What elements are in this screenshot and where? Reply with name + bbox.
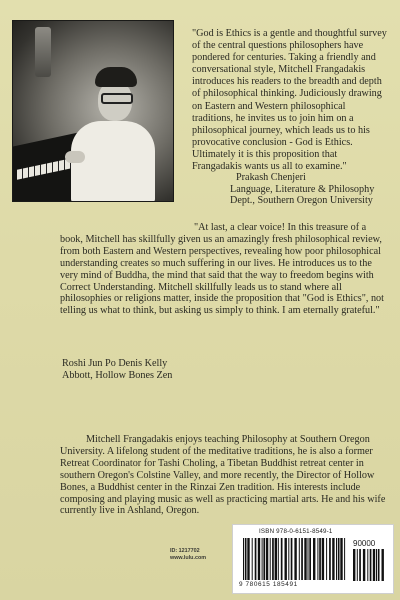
barcode-bar bbox=[376, 549, 377, 581]
quote-2-attribution bbox=[62, 358, 262, 382]
barcode-bar bbox=[338, 538, 340, 580]
barcode-bar bbox=[299, 538, 300, 580]
barcode-bar bbox=[344, 538, 345, 580]
author-bio: Mitchell Frangadakis enjoys teaching Philosophy at Southern Oregon University. A lifelong student of the meditative traditions, he is also a former Retreat Coordinator for Tashi Choling, a Tibetan Buddhist retreat center in southern Oregon's Colstine Valley, and more recently, the Director of Hollow Bones, a Buddhist center in the Rinzai Zen tradition. His interests include composing and playing music as well as practicing martial arts. He and his wife currently live in Ashland, Oregon. bbox=[60, 434, 386, 517]
barcode-bar bbox=[308, 538, 309, 580]
barcode-bar bbox=[255, 538, 257, 580]
barcode-bar bbox=[243, 538, 244, 580]
barcode-box bbox=[232, 524, 394, 594]
quote-2-author: Roshi Jun Po Denis Kelly bbox=[62, 358, 168, 369]
barcode-bar bbox=[329, 538, 331, 580]
barcode-bar bbox=[313, 538, 315, 580]
author-photo bbox=[12, 20, 174, 202]
barcode-bar bbox=[266, 538, 268, 580]
barcode-bar bbox=[319, 538, 321, 580]
barcode-bar bbox=[252, 538, 253, 580]
barcode-bar bbox=[317, 538, 318, 580]
barcode-bar bbox=[373, 549, 375, 581]
barcode-bar bbox=[326, 538, 327, 580]
barcode-bar bbox=[309, 538, 311, 580]
barcode-bar bbox=[382, 549, 384, 581]
barcode-bar bbox=[281, 538, 283, 580]
quote-1-affiliation-2: Dept., Southern Oregon University bbox=[230, 195, 373, 207]
photo-person-shirt bbox=[71, 121, 155, 202]
barcode-bar bbox=[294, 538, 296, 580]
price-barcode bbox=[353, 549, 385, 581]
barcode-bar bbox=[247, 538, 249, 580]
barcode-bar bbox=[262, 538, 263, 580]
barcode-bar bbox=[367, 549, 368, 581]
barcode-bar bbox=[272, 538, 274, 580]
barcode-bar bbox=[285, 538, 287, 580]
barcode-bar bbox=[304, 538, 306, 580]
barcode-bar bbox=[340, 538, 342, 580]
barcode-bar bbox=[258, 538, 260, 580]
quote-2-text: "At last, a clear voice! In this treasure of a book, Mitchell has skillfully given us an amazingly fresh philosophical review, from both Eastern and Western perspectives, revealing how poor philosophical understanding creates so much suffering in our lives. He introduces us to the very mind of Buddha, the mind that said that the way to freedom begins with Correct Understanding. Mitchell skillfully leads us to stand where all philosophies or religions matter, inside the proposition that "God is Ethics", not telling us what to think, but asking us simply to think. I am eternally grateful." bbox=[60, 222, 384, 317]
publisher-url: www.lulu.com bbox=[170, 555, 207, 561]
barcode-bar bbox=[332, 538, 334, 580]
barcode-bar bbox=[291, 538, 293, 580]
photo-glasses bbox=[101, 93, 133, 104]
barcode-bar bbox=[270, 538, 271, 580]
quote-1-attribution bbox=[230, 172, 395, 207]
barcode-bar bbox=[288, 538, 289, 580]
barcode-bar bbox=[245, 538, 247, 580]
barcode-bar bbox=[370, 549, 372, 581]
photo-lamp bbox=[35, 27, 51, 77]
barcode-bar bbox=[357, 549, 358, 581]
barcode-bar bbox=[322, 538, 324, 580]
isbn-text: ISBN 978-0-6151-8549-1 bbox=[259, 528, 333, 535]
barcode-bar bbox=[353, 549, 355, 581]
photo-hair bbox=[95, 67, 137, 87]
ean-barcode bbox=[243, 538, 347, 580]
quote-1-affiliation-1: Language, Literature & Philosophy bbox=[230, 183, 375, 195]
barcode-bar bbox=[359, 549, 361, 581]
ean-digits: 9 780615 185491 bbox=[239, 581, 298, 588]
quote-2-title: Abbott, Hollow Bones Zen bbox=[62, 370, 173, 381]
barcode-bar bbox=[278, 538, 279, 580]
barcode-bar bbox=[301, 538, 303, 580]
barcode-bar bbox=[275, 538, 277, 580]
publisher-id bbox=[170, 548, 228, 562]
barcode-bar bbox=[378, 549, 380, 581]
quote-1-author: Prakash Chenjeri bbox=[236, 172, 306, 183]
price-code: 90000 bbox=[353, 539, 376, 548]
quote-1-text: "God is Ethics is a gentle and thoughtful survey of the central questions philosophers have pondered for centuries. Taking a friendly and conversational style, Mitchell Frangadakis introduces his readers to the breadth and depth of philosophical thinking. Judiciously drawing on Eastern and Western philosophical traditions, he invites us to join him on a philosophical journey, which leads us to his provocative conclusion - God is Ethics. Ultimately it is this proposition that Frangadakis wants us all to examine." bbox=[192, 28, 387, 173]
barcode-bar bbox=[263, 538, 265, 580]
barcode-bar bbox=[336, 538, 337, 580]
barcode-bar bbox=[363, 549, 365, 581]
publisher-id-label: ID: 1217702 bbox=[170, 548, 200, 554]
photo-hand bbox=[65, 151, 85, 163]
